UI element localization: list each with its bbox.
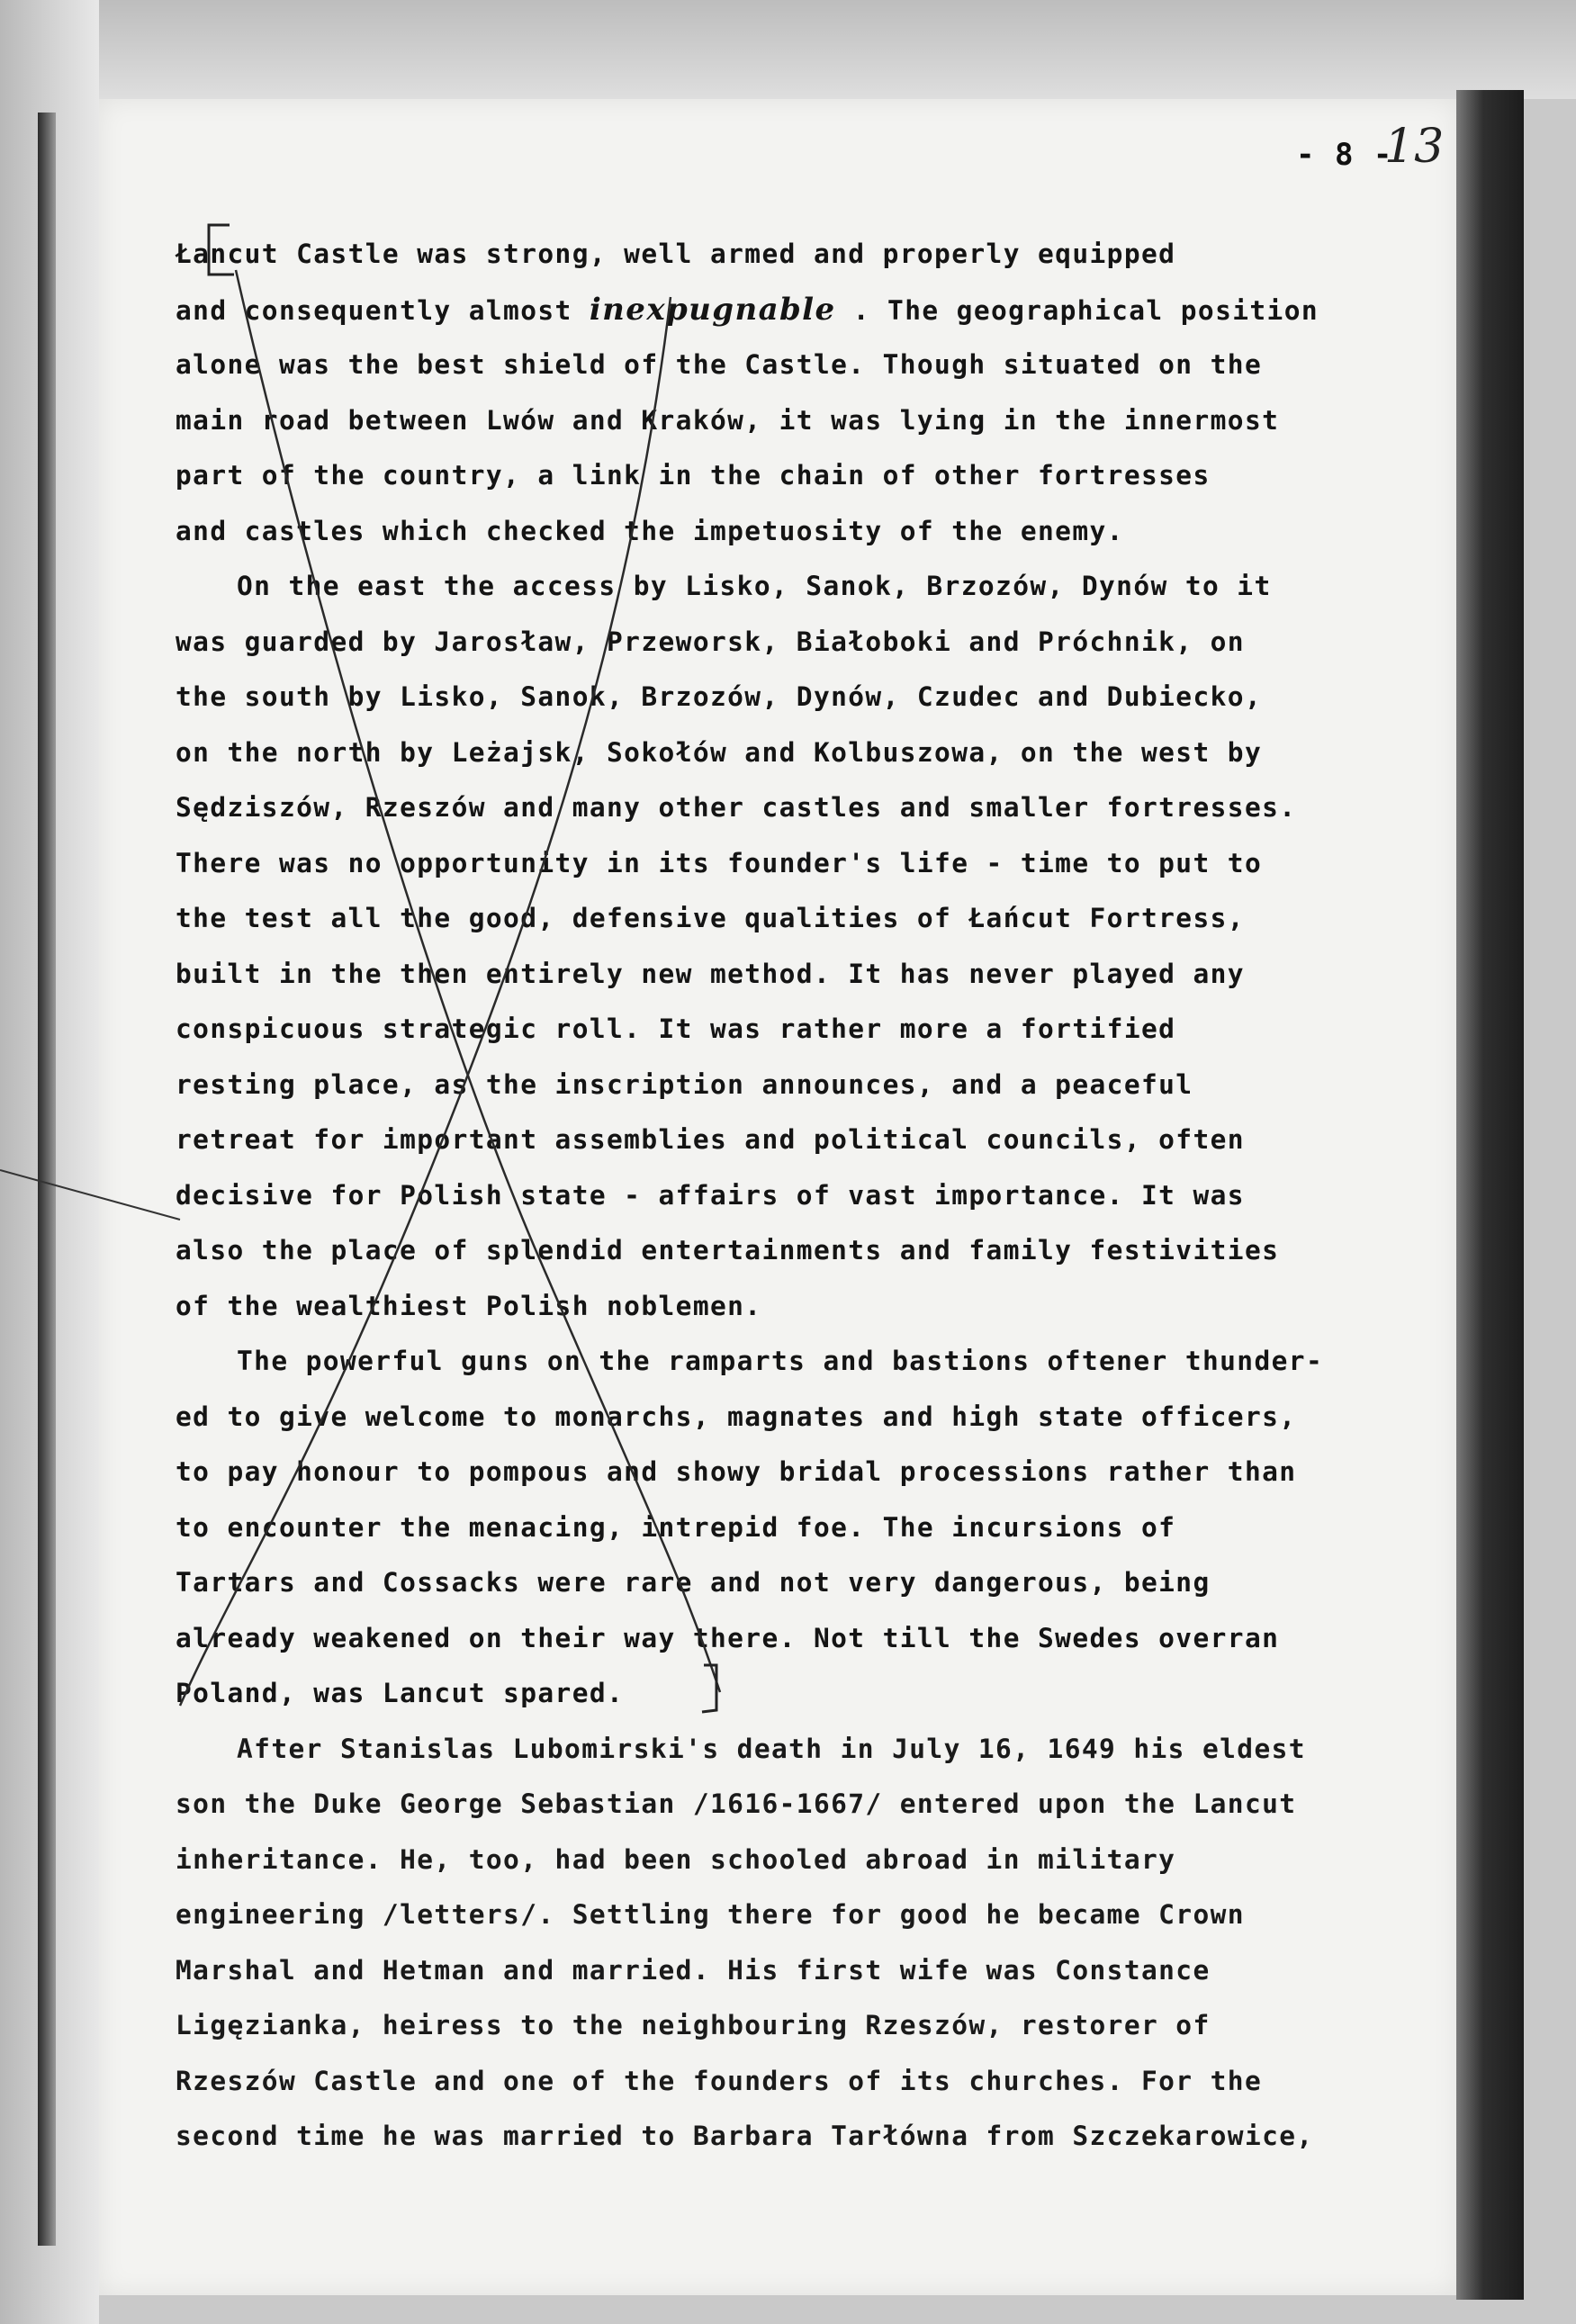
text-line: the test all the good, defensive qualities of Łańcut Fortress, [176, 903, 1245, 933]
page-number: - 8 - [1296, 137, 1393, 173]
text-line: son the Duke George Sebastian /1616-1667/ entered upon the Lancut [176, 1788, 1297, 1819]
text-line: The powerful guns on the ramparts and bastions oftener thunder- [237, 1346, 1324, 1376]
text-line: ed to give welcome to monarchs, magnates and high state officers, [176, 1401, 1297, 1432]
text-line: to pay honour to pompous and showy bridal processions rather than [176, 1456, 1297, 1487]
scan-top-edge [0, 0, 1576, 99]
text-line: alone was the best shield of the Castle. Though situated on the [176, 349, 1263, 380]
text-line: the south by Lisko, Sanok, Brzozów, Dynów, Czudec and Dubiecko, [176, 681, 1263, 712]
text-line: Łancut Castle was strong, well armed and properly equipped [176, 239, 1176, 269]
folio-mark: 13 [1384, 120, 1445, 174]
text-line: part of the country, a link in the chain of other fortresses [176, 460, 1211, 491]
text-line: resting place, as the inscription announces, and a peaceful [176, 1068, 1193, 1100]
text-line: also the place of splendid entertainments and family festivities [176, 1235, 1280, 1266]
text-line: built in the then entirely new method. It has never played any [176, 958, 1245, 989]
text-line: Rzeszów Castle and one of the founders of its churches. For the [176, 2065, 1263, 2096]
binding-shadow-left [38, 113, 56, 2246]
text-line: second time he was married to Barbara Tarłówna from Szczekarowice, [176, 2121, 1314, 2151]
text-line: of the wealthiest Polish noblemen. [176, 1290, 762, 1321]
text-line: Marshal and Hetman and married. His first wife was Constance [176, 1954, 1211, 1986]
text-line: already weakened on their way there. Not till the Swedes overran [176, 1622, 1280, 1653]
text-line: conspicuous strategic roll. It was rather more a fortified [176, 1013, 1176, 1044]
text-line: was guarded by Jarosław, Przeworsk, Białoboki and Próchnik, on [176, 626, 1245, 657]
text-line: Sędziszów, Rzeszów and many other castles and smaller fortresses. [176, 792, 1297, 823]
text-line: inheritance. He, too, had been schooled abroad in military [176, 1843, 1176, 1875]
handwritten-insertion: inexpugnable [589, 291, 836, 328]
text-line-part: and consequently almost [176, 294, 590, 326]
text-line: on the north by Leżajsk, Sokołów and Kolbuszowa, on the west by [176, 736, 1263, 768]
text-line: Ligęzianka, heiress to the neighbouring Rzeszów, restorer of [176, 2010, 1211, 2040]
text-line: main road between Lwów and Kraków, it was lying in the innermost [176, 404, 1280, 436]
text-line [176, 283, 1454, 338]
typed-text-block [176, 227, 1454, 2165]
text-line: engineering /letters/. Settling there for good he became Crown [176, 1899, 1245, 1930]
text-line: to encounter the menacing, intrepid foe. The incursions of [176, 1511, 1176, 1543]
text-line: and castles which checked the impetuosity of the enemy. [176, 515, 1124, 546]
text-line: After Stanislas Lubomirski's death in July 16, 1649 his eldest [237, 1733, 1306, 1764]
text-line: Tartars and Cossacks were rare and not very dangerous, being [176, 1567, 1211, 1598]
text-line: decisive for Polish state - affairs of vast importance. It was [176, 1179, 1245, 1211]
text-line-part: . The geographical position [835, 294, 1319, 326]
text-line: On the east the access by Lisko, Sanok, Brzozów, Dynów to it [237, 571, 1272, 601]
text-line: retreat for important assemblies and political councils, often [176, 1124, 1245, 1155]
text-line: Poland, was Lancut spared. [176, 1678, 625, 1708]
binding-shadow-right [1456, 90, 1524, 2300]
text-line: There was no opportunity in its founder's life - time to put to [176, 847, 1263, 878]
